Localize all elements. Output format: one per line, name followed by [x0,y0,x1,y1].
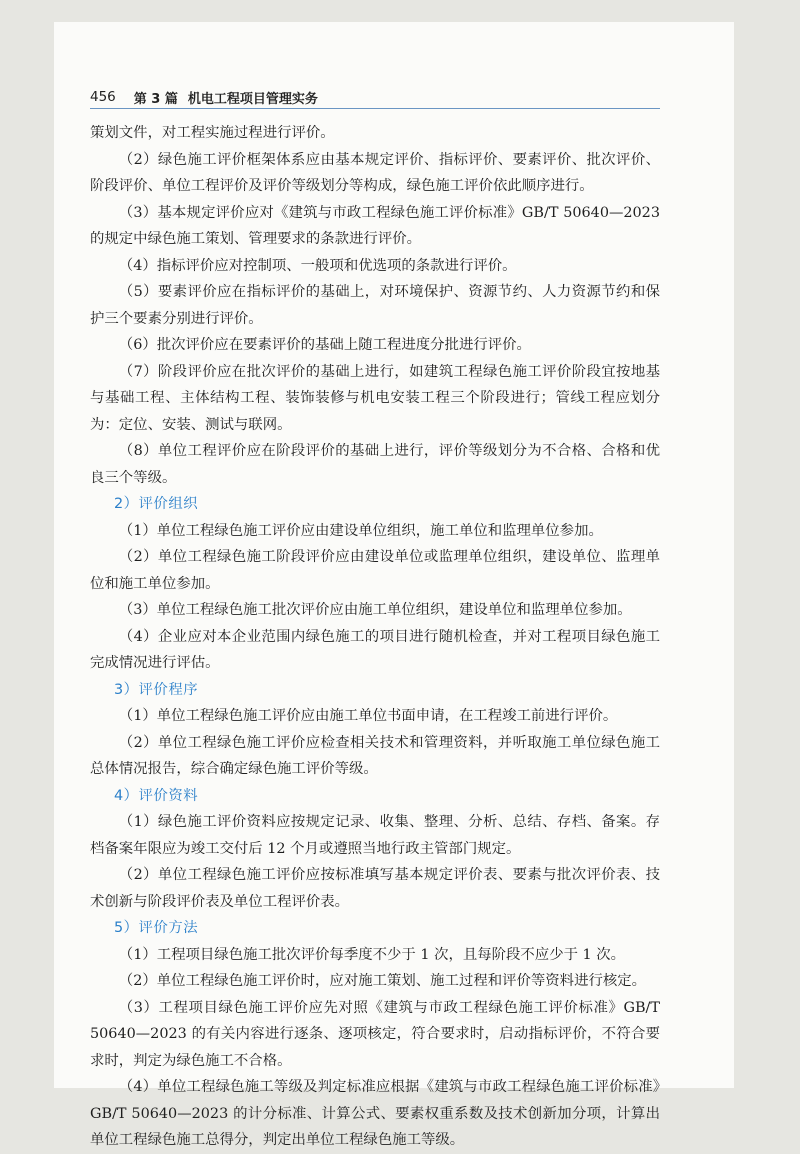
section-heading-evaluation-organization: 2）评价组织 [114,496,199,512]
page-number: 456 [90,89,116,105]
paragraph: （4）指标评价应对控制项、一般项和优选项的条款进行评价。 [118,257,517,274]
section-heading-evaluation-procedure: 3）评价程序 [114,681,199,698]
paragraph: （1）绿色施工评价资料应按规定记录、收集、整理、分析、总结、存档、备案。存档备案年限应为竣工交付后 12 个月或遵照当地行政主管部门规定。 [90,814,660,857]
paragraph: （8）单位工程评价应在阶段评价的基础上进行，评价等级划分为不合格、合格和优良三个等级。 [90,443,660,486]
section-heading-evaluation-materials: 4）评价资料 [114,787,199,804]
paragraph: （1）单位工程绿色施工评价应由建设单位组织，施工单位和监理单位参加。 [118,522,603,539]
paragraph: （1）工程项目绿色施工批次评价每季度不少于 1 次，且每阶段不应少于 1 次。 [118,946,626,963]
paragraph: （4）单位工程绿色施工等级及判定标准应根据《建筑与市政工程绿色施工评价标准》GB/T 50640—2023 的计分标准、计算公式、要素权重系数及技术创新加分项，计算出单位工程绿色施工总得分，判定出单位工程绿色施工等级。 [90,1079,660,1148]
section-heading-evaluation-method: 5）评价方法 [114,920,199,936]
paragraph: （1）单位工程绿色施工评价应由施工单位书面申请，在工程竣工前进行评价。 [118,708,618,724]
running-header [90,86,660,109]
paragraph: （6）批次评价应在要素评价的基础上随工程进度分批进行评价。 [118,337,531,353]
continuation-paragraph: 策划文件，对工程实施过程进行评价。 [90,125,335,141]
paragraph: （2）绿色施工评价框架体系应由基本规定评价、指标评价、要素评价、批次评价、阶段评价、单位工程评价及评价等级划分等构成，绿色施工评价依此顺序进行。 [90,151,660,194]
body-text [90,120,660,1154]
paragraph: （2）单位工程绿色施工评价应检查相关技术和管理资料，并听取施工单位绿色施工总体情况报告，综合确定绿色施工评价等级。 [90,734,660,777]
paragraph: （3）基本规定评价应对《建筑与市政工程绿色施工评价标准》GB/T 50640—2023的规定中绿色施工策划、管理要求的条款进行评价。 [90,204,660,247]
paragraph: （3）工程项目绿色施工评价应先对照《建筑与市政工程绿色施工评价标准》GB/T 50640—2023 的有关内容进行逐条、逐项核定，符合要求时，启动指标评价，不符合要求时，判定为绿色施工不合格。 [90,999,660,1069]
part-label: 第 3 篇 [133,91,178,107]
paragraph: （2）单位工程绿色施工评价应按标准填写基本规定评价表、要素与批次评价表、技术创新与阶段评价表及单位工程评价表。 [90,867,660,910]
paragraph: （7）阶段评价应在批次评价的基础上进行，如建筑工程绿色施工评价阶段宜按地基与基础工程、主体结构工程、装饰装修与机电安装工程三个阶段进行；管线工程应划分为：定位、安装、测试与联网。 [90,363,660,433]
paragraph: （2）单位工程绿色施工评价时，应对施工策划、施工过程和评价等资料进行核定。 [118,973,647,989]
paragraph: （4）企业应对本企业范围内绿色施工的项目进行随机检查，并对工程项目绿色施工完成情况进行评估。 [90,628,660,671]
paragraph: （3）单位工程绿色施工批次评价应由施工单位组织，建设单位和监理单位参加。 [118,602,632,618]
paragraph: （5）要素评价应在指标评价的基础上，对环境保护、资源节约、人力资源节约和保护三个要素分别进行评价。 [90,284,660,327]
paragraph: （2）单位工程绿色施工阶段评价应由建设单位或监理单位组织，建设单位、监理单位和施工单位参加。 [90,549,660,592]
part-title: 机电工程项目管理实务 [187,91,318,107]
